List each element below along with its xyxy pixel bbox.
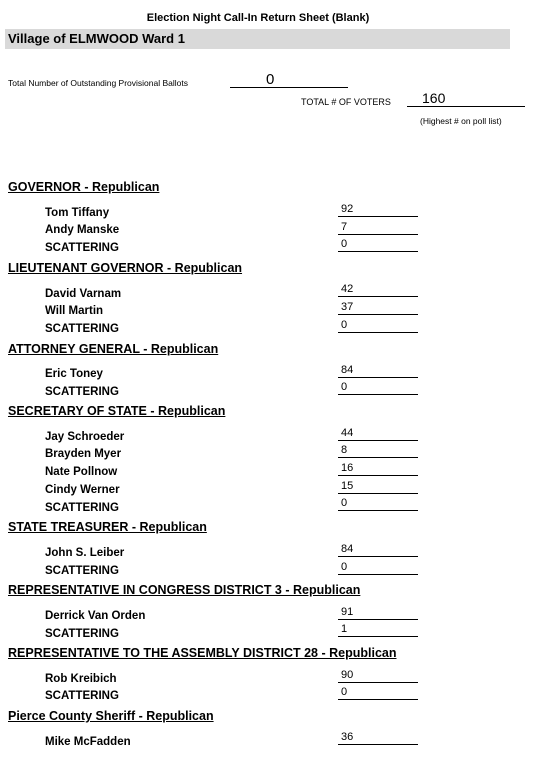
race-title: REPRESENTATIVE TO THE ASSEMBLY DISTRICT 28 - Republican: [8, 646, 397, 660]
candidate-votes-field[interactable]: 0: [338, 238, 418, 252]
race-title: Pierce County Sheriff - Republican: [8, 709, 214, 723]
candidate-name: David Varnam: [45, 288, 122, 300]
candidate-votes-field[interactable]: 0: [338, 686, 418, 700]
candidate-votes-field[interactable]: 91: [338, 606, 418, 620]
candidate-name: Jay Schroeder: [45, 431, 125, 443]
candidate-votes-field[interactable]: 44: [338, 427, 418, 441]
candidate-name: Tom Tiffany: [45, 207, 110, 219]
candidate-votes-field[interactable]: 37: [338, 301, 418, 315]
candidate-votes-field[interactable]: 42: [338, 283, 418, 297]
candidate-name: SCATTERING: [45, 323, 119, 335]
candidate-name: Cindy Werner: [45, 484, 120, 496]
race-title: REPRESENTATIVE IN CONGRESS DISTRICT 3 - Republican: [8, 583, 361, 597]
candidate-name: SCATTERING: [45, 565, 119, 577]
candidate-votes-field[interactable]: 92: [338, 203, 418, 217]
candidate-votes-field[interactable]: 16: [338, 462, 418, 476]
candidate-votes-field[interactable]: 7: [338, 221, 418, 235]
candidate-votes-field[interactable]: 0: [338, 381, 418, 395]
total-voters-field[interactable]: 160: [407, 90, 525, 107]
race-title: STATE TREASURER - Republican: [8, 520, 207, 534]
candidate-name: Will Martin: [45, 305, 104, 317]
candidate-name: Nate Pollnow: [45, 466, 118, 478]
candidate-name: SCATTERING: [45, 242, 119, 254]
candidate-name: SCATTERING: [45, 628, 119, 640]
candidate-votes-field[interactable]: 84: [338, 543, 418, 557]
candidate-votes-field[interactable]: 84: [338, 364, 418, 378]
candidate-votes-field[interactable]: 0: [338, 561, 418, 575]
candidate-name: Eric Toney: [45, 368, 103, 380]
candidate-votes-field[interactable]: 90: [338, 669, 418, 683]
candidate-votes-field[interactable]: 1: [338, 623, 418, 637]
candidate-name: SCATTERING: [45, 690, 119, 702]
candidate-name: Brayden Myer: [45, 448, 122, 460]
village-header: Village of ELMWOOD Ward 1: [5, 29, 510, 49]
race-title: LIEUTENANT GOVERNOR - Republican: [8, 261, 243, 275]
candidate-votes-field[interactable]: 0: [338, 319, 418, 333]
race-title: SECRETARY OF STATE - Republican: [8, 404, 226, 418]
candidate-votes-field[interactable]: 8: [338, 444, 418, 458]
race-title: ATTORNEY GENERAL - Republican: [8, 342, 219, 356]
race-title: GOVERNOR - Republican: [8, 180, 160, 194]
provisional-label: Total Number of Outstanding Provisional Ballots: [8, 78, 189, 88]
candidate-name: Mike McFadden: [45, 736, 131, 748]
candidate-name: Rob Kreibich: [45, 673, 117, 685]
candidate-name: John S. Leiber: [45, 547, 125, 559]
candidate-votes-field[interactable]: 36: [338, 731, 418, 745]
provisional-value-field[interactable]: 0: [230, 72, 348, 88]
total-voters-note: (Highest # on poll list): [420, 116, 502, 126]
page-title: Election Night Call-In Return Sheet (Blank): [146, 12, 370, 24]
candidate-name: SCATTERING: [45, 386, 119, 398]
candidate-name: Andy Manske: [45, 224, 120, 236]
total-voters-label: TOTAL # OF VOTERS: [301, 97, 391, 107]
candidate-name: SCATTERING: [45, 502, 119, 514]
candidate-name: Derrick Van Orden: [45, 610, 146, 622]
candidate-votes-field[interactable]: 0: [338, 497, 418, 511]
candidate-votes-field[interactable]: 15: [338, 480, 418, 494]
